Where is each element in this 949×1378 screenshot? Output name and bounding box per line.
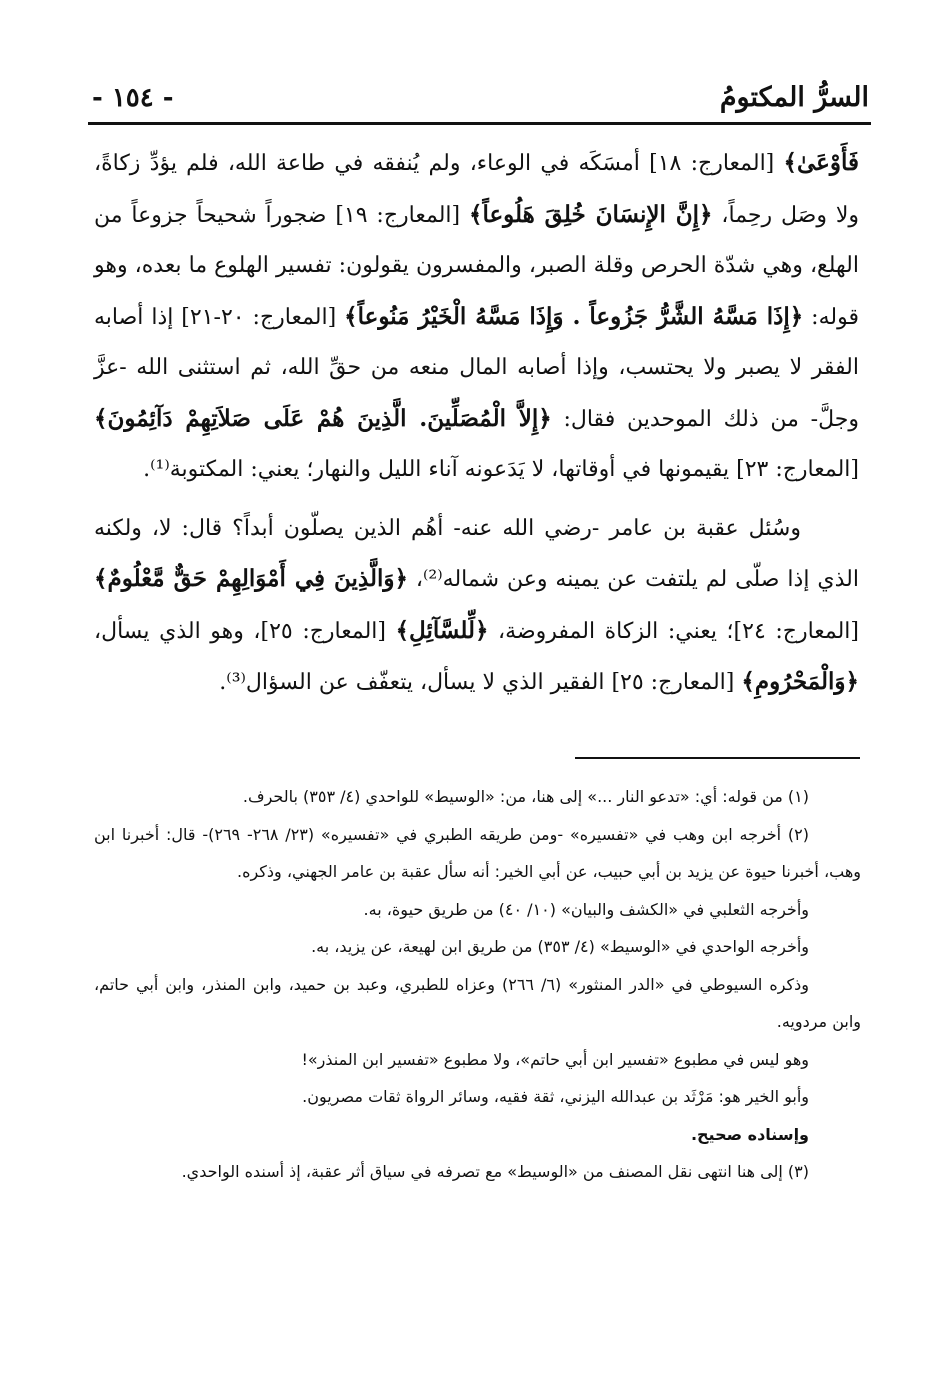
quran-quote: ﴿وَالْمَحْرُومِ﴾ (741, 668, 859, 695)
footnote: (٣) إلى هنا انتهى نقل المصنف من «الوسيط» مع تصرفه في سياق أثر عقبة، إذ أسنده الواحدي. (181, 1162, 809, 1181)
footnote: (٢) أخرجه ابن وهب في «تفسيره» -ومن طريقه الطبري في «تفسيره» (٢٣/ ٢٦٨- ٢٦٩)- قال: أخبرنا ابن وهب، أخبرنا حيوة عن يزيد بن أبي حبيب، عن أبي الخير: أنه سأل عقبة بن عامر الجهني، وذكره. (94, 824, 861, 881)
text-span: [المعارج: ٢٠-٢١] إذا أصابه الفقر لا يصبر ولا يحتسب، وإذا أصابه المال منعه من حقِّ الله، ثم استثنى الله -عزَّ وجلَّ- من ذلك الموحدين فقال: (94, 304, 859, 432)
quran-quote: ﴿إِنَّ الإِنسَانَ خُلِقَ هَلُوعاً﴾ (468, 200, 713, 228)
header-divider (88, 122, 871, 125)
footnote: وأخرجه الواحدي في «الوسيط» (٤/ ٣٥٣) من طريق ابن لهيعة، عن يزيد، به. (311, 937, 809, 956)
text-span: [المعارج: ١٩] ضجوراً شحيحاً جزوعاً من الهلع، وهي شدّة الحرص وقلة الصبر، والمفسرون يقولون: تفسير الهلوع ما بعده، وهو قوله: (94, 202, 859, 330)
page-number: - ١٥٤ - (92, 83, 174, 113)
text-span: [المعارج: ٢٥] الفقير الذي لا يسأل، يتعفّف عن السؤال⁽³⁾. (219, 670, 742, 695)
quran-quote: ﴿لِّلسَّآئِلِ﴾ (395, 616, 489, 644)
text-span: [المعارج: ٢٤]؛ يعني: الزكاة المفروضة، (488, 618, 860, 644)
footnote: وإسناده صحيح. (690, 1124, 809, 1144)
text-span: وسُئل عقبة بن عامر -رضي الله عنه- أهُم الذين يصلّون أبداً؟ قال: لا، ولكنه الذي إذا صلّى لم يلتفت عن يمينه وعن شماله⁽²⁾، (94, 515, 859, 592)
footnote: (١) من قوله: أي: «تدعو النار ...» إلى هنا، من: «الوسيط» للواحدي (٤/ ٣٥٣) بالحرف. (242, 787, 809, 806)
quran-quote: ﴿وَالَّذِينَ فِي أَمْوَالِهِمْ حَقٌّ مَّعْلُومٌ﴾ (94, 565, 408, 592)
quran-quote: ﴿إِذَا مَسَّهُ الشَّرُّ جَزُوعاً . وَإِذَا مَسَّهُ الْخَيْرُ مَنُوعاً﴾ (344, 302, 804, 330)
footnotes (94, 778, 861, 1191)
main-text (94, 138, 859, 709)
paragraph-1 (94, 138, 859, 496)
text-span: [المعارج: ٢٥]، وهو الذي يسأل، (94, 618, 396, 644)
text-span: [المعارج: ١٨] أمسَكَه في الوعاء، ولم يُنفقه في طاعة الله، فلم يؤدِّ زكاةً، ولا وصَل رحِماً، (94, 151, 859, 228)
footnote-divider (575, 757, 860, 759)
text-span: [المعارج: ٢٣] يقيمونها في أوقاتها، لا يَدَعونه آناء الليل والنهار؛ يعني: المكتوبة⁽¹⁾. (143, 457, 859, 482)
footnote: وهو ليس في مطبوع «تفسير ابن أبي حاتم»، ولا مطبوع «تفسير ابن المنذر»! (301, 1049, 809, 1069)
page-header (92, 78, 869, 118)
footnote: وأخرجه الثعلبي في «الكشف والبيان» (١٠/ ٤٠) من طريق حيوة، به. (363, 899, 809, 919)
quran-quote: فَأَوْعَىٰ﴾ (783, 149, 859, 176)
footnote: وأبو الخير هو: مَرْثَد بن عبدالله اليزني، ثقة فقيه، وسائر الرواة ثقات مصريون. (302, 1087, 809, 1106)
paragraph-2 (94, 504, 859, 709)
running-title: السرُّ المكتومُ (719, 82, 869, 113)
footnote: وذكره السيوطي في «الدر المنثور» (٦/ ٢٦٦) وعزاه للطبري، وعبد بن حميد، وابن المنذر، وابن أبي حاتم، وابن مردويه. (94, 974, 861, 1031)
quran-quote: ﴿إِلاَّ الْمُصَلِّينَ. الَّذِينَ هُمْ عَلَى صَلاَتِهِمْ دَآئِمُونَ﴾ (94, 404, 552, 432)
